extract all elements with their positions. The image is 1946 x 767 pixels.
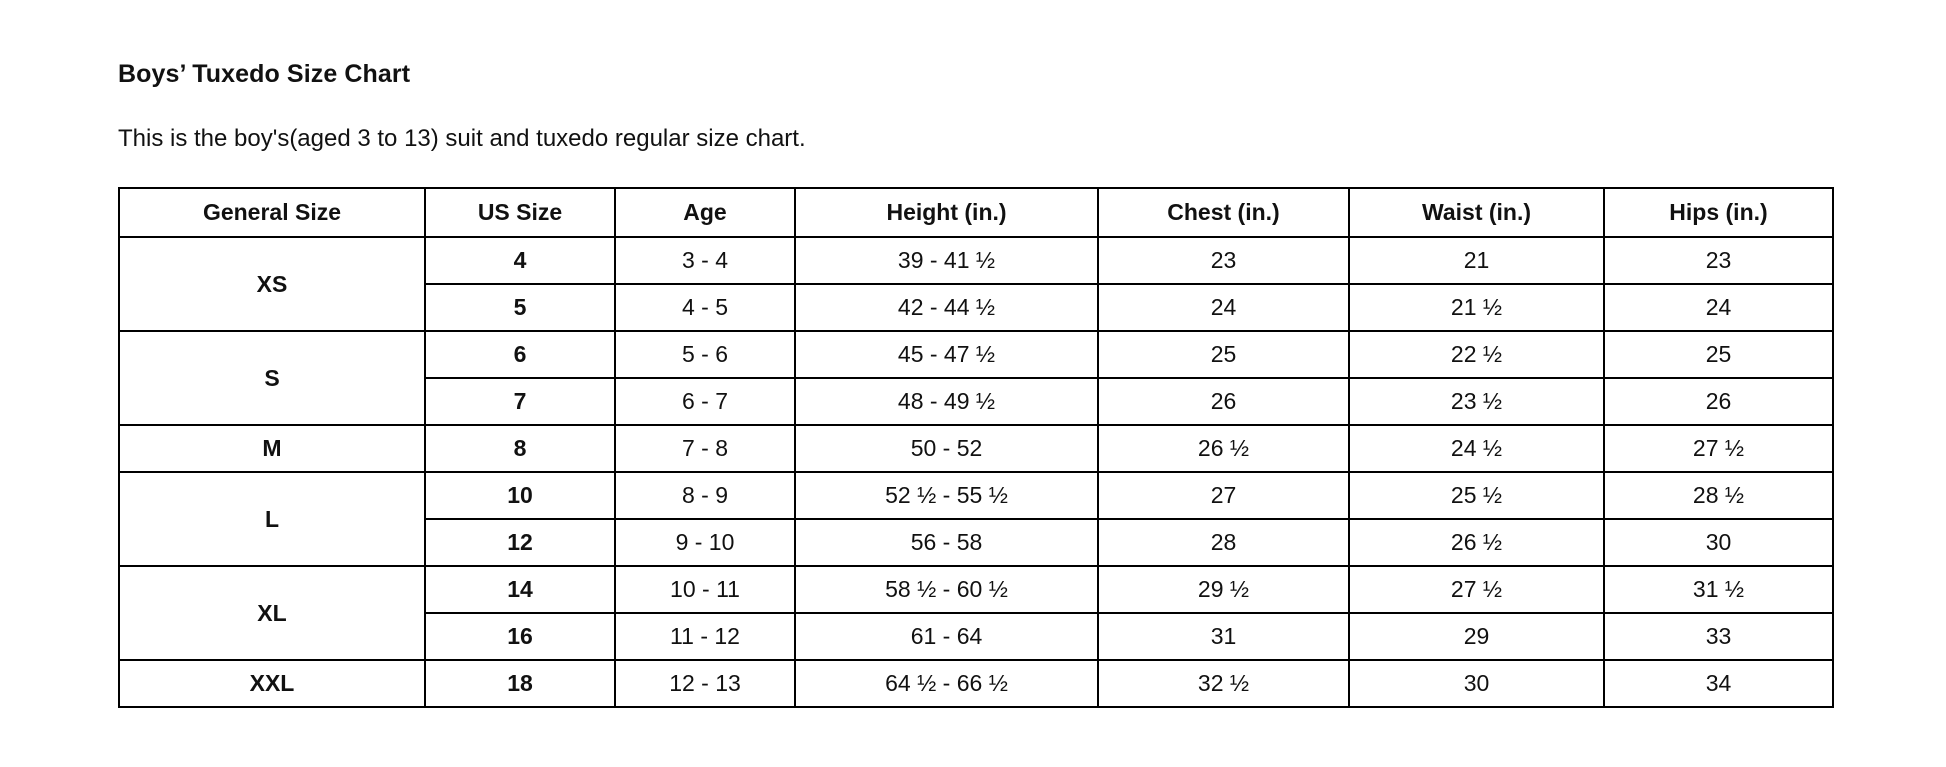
table-row [119, 472, 1833, 519]
cell-chest: 25 [1098, 331, 1349, 378]
cell-us-size: 4 [425, 237, 615, 284]
cell-us-size: 8 [425, 425, 615, 472]
cell-age: 8 - 9 [615, 472, 795, 519]
cell-chest: 29 ½ [1098, 566, 1349, 613]
cell-chest: 23 [1098, 237, 1349, 284]
cell-age: 3 - 4 [615, 237, 795, 284]
cell-hips: 25 [1604, 331, 1833, 378]
cell-age: 9 - 10 [615, 519, 795, 566]
cell-waist: 30 [1349, 660, 1604, 707]
table-body [119, 237, 1833, 707]
cell-chest: 27 [1098, 472, 1349, 519]
cell-age: 11 - 12 [615, 613, 795, 660]
cell-age: 10 - 11 [615, 566, 795, 613]
table-row [119, 425, 1833, 472]
cell-chest: 32 ½ [1098, 660, 1349, 707]
cell-chest: 28 [1098, 519, 1349, 566]
cell-waist: 22 ½ [1349, 331, 1604, 378]
cell-chest: 26 ½ [1098, 425, 1349, 472]
cell-waist: 21 [1349, 237, 1604, 284]
column-header-hips: Hips (in.) [1604, 188, 1833, 237]
cell-hips: 30 [1604, 519, 1833, 566]
column-header-waist: Waist (in.) [1349, 188, 1604, 237]
cell-hips: 28 ½ [1604, 472, 1833, 519]
cell-hips: 27 ½ [1604, 425, 1833, 472]
cell-age: 4 - 5 [615, 284, 795, 331]
intro-paragraph: This is the boy's(aged 3 to 13) suit and tuxedo regular size chart. [118, 125, 806, 152]
cell-waist: 26 ½ [1349, 519, 1604, 566]
cell-us-size: 18 [425, 660, 615, 707]
cell-waist: 29 [1349, 613, 1604, 660]
cell-waist: 25 ½ [1349, 472, 1604, 519]
cell-hips: 31 ½ [1604, 566, 1833, 613]
column-header-us-size: US Size [425, 188, 615, 237]
cell-us-size: 16 [425, 613, 615, 660]
cell-us-size: 10 [425, 472, 615, 519]
table-row [119, 566, 1833, 613]
cell-age: 5 - 6 [615, 331, 795, 378]
column-header-general-size: General Size [119, 188, 425, 237]
cell-general-size: M [119, 425, 425, 472]
cell-waist: 23 ½ [1349, 378, 1604, 425]
cell-waist: 27 ½ [1349, 566, 1604, 613]
column-header-height: Height (in.) [795, 188, 1098, 237]
table-row [119, 331, 1833, 378]
cell-us-size: 12 [425, 519, 615, 566]
cell-height: 45 - 47 ½ [795, 331, 1098, 378]
cell-waist: 21 ½ [1349, 284, 1604, 331]
cell-height: 64 ½ - 66 ½ [795, 660, 1098, 707]
cell-age: 6 - 7 [615, 378, 795, 425]
cell-age: 12 - 13 [615, 660, 795, 707]
cell-us-size: 6 [425, 331, 615, 378]
cell-us-size: 7 [425, 378, 615, 425]
cell-chest: 24 [1098, 284, 1349, 331]
column-header-age: Age [615, 188, 795, 237]
cell-height: 61 - 64 [795, 613, 1098, 660]
cell-chest: 31 [1098, 613, 1349, 660]
table-row [119, 660, 1833, 707]
cell-height: 52 ½ - 55 ½ [795, 472, 1098, 519]
cell-general-size: XXL [119, 660, 425, 707]
cell-us-size: 14 [425, 566, 615, 613]
cell-general-size: L [119, 472, 425, 566]
cell-age: 7 - 8 [615, 425, 795, 472]
cell-hips: 23 [1604, 237, 1833, 284]
column-header-chest: Chest (in.) [1098, 188, 1349, 237]
cell-height: 48 - 49 ½ [795, 378, 1098, 425]
cell-chest: 26 [1098, 378, 1349, 425]
cell-us-size: 5 [425, 284, 615, 331]
cell-height: 56 - 58 [795, 519, 1098, 566]
table-header [119, 188, 1833, 237]
cell-general-size: S [119, 331, 425, 425]
cell-hips: 34 [1604, 660, 1833, 707]
page-title: Boys’ Tuxedo Size Chart [118, 60, 411, 88]
cell-height: 39 - 41 ½ [795, 237, 1098, 284]
cell-hips: 33 [1604, 613, 1833, 660]
cell-height: 50 - 52 [795, 425, 1098, 472]
cell-hips: 26 [1604, 378, 1833, 425]
table-row [119, 237, 1833, 284]
cell-hips: 24 [1604, 284, 1833, 331]
cell-general-size: XL [119, 566, 425, 660]
cell-height: 42 - 44 ½ [795, 284, 1098, 331]
cell-height: 58 ½ - 60 ½ [795, 566, 1098, 613]
cell-waist: 24 ½ [1349, 425, 1604, 472]
size-chart-table [118, 187, 1834, 708]
cell-general-size: XS [119, 237, 425, 331]
table-header-row [119, 188, 1833, 237]
